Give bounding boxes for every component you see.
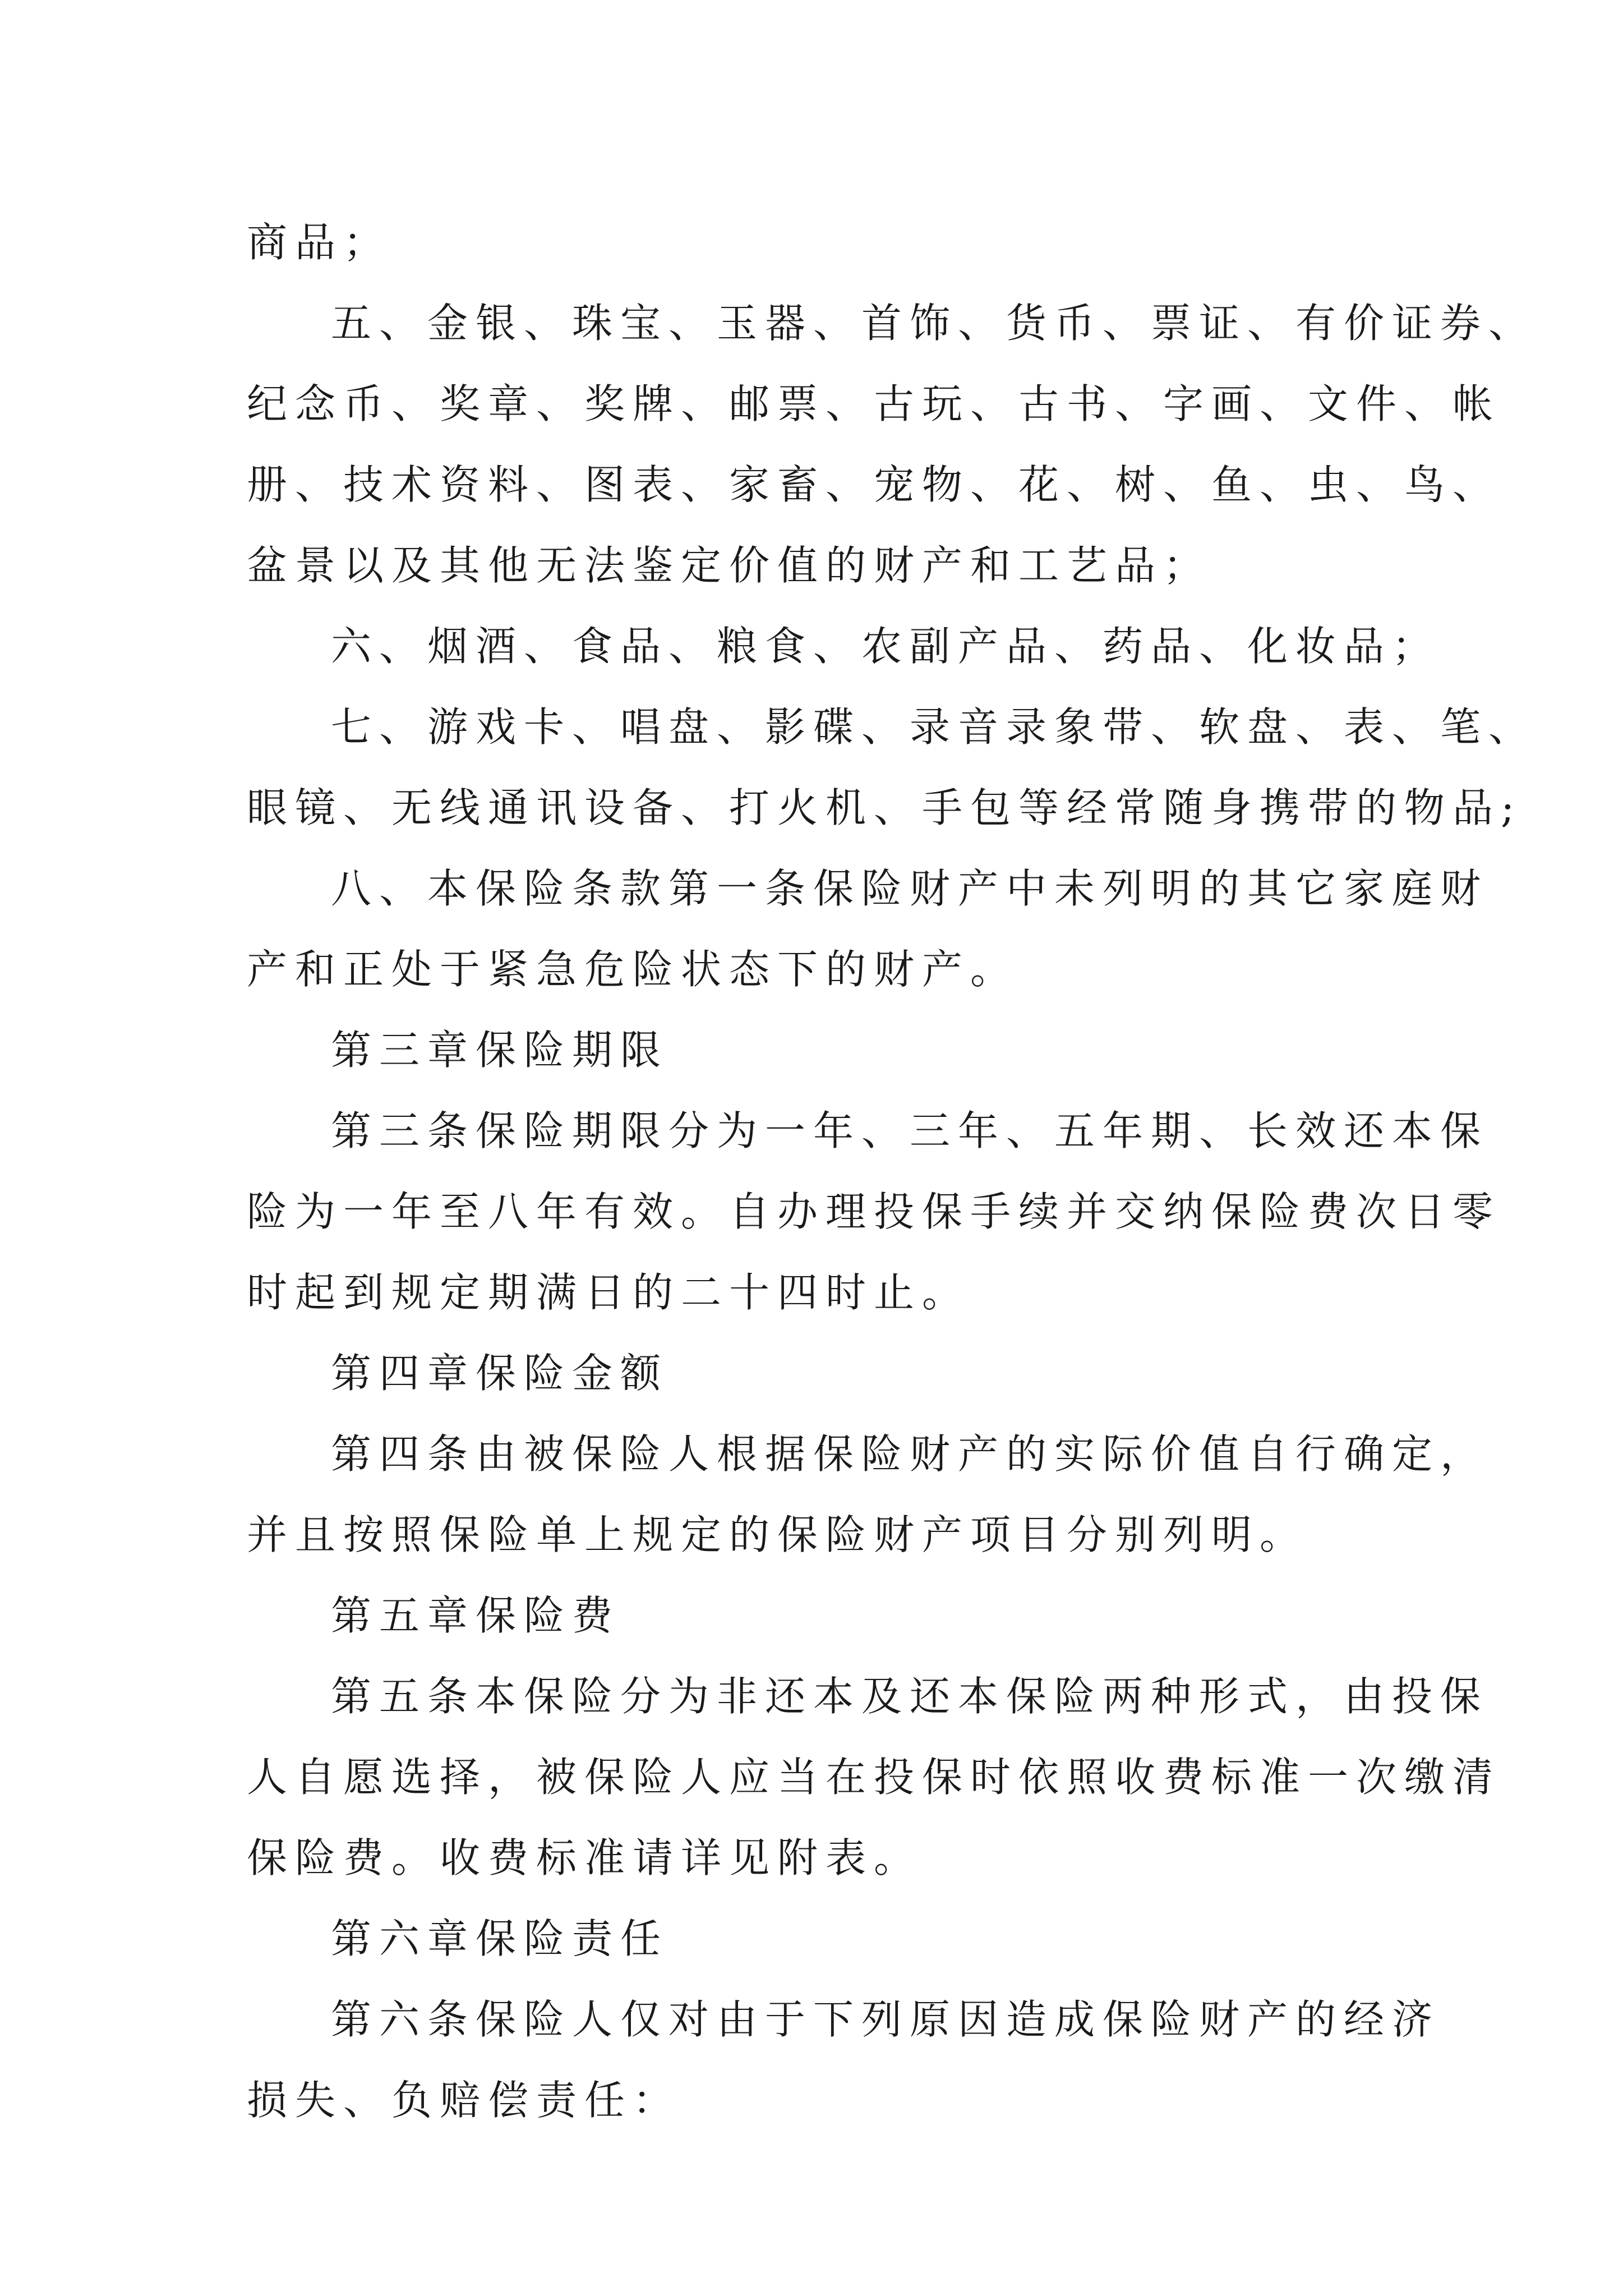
chapter-heading: 第五章保险费 [331, 1592, 621, 1639]
text-line: 七、游戏卡、唱盘、影碟、录音录象带、软盘、表、笔、 [331, 703, 1537, 751]
text-line: 六、烟酒、食品、粮食、农副产品、药品、化妆品； [331, 623, 1441, 670]
text-line: 产和正处于紧急危险状态下的财产。 [247, 946, 1019, 993]
text-line: 眼镜、无线通讯设备、打火机、手包等经常随身携带的物品; [247, 784, 1523, 831]
text-line: 册、技术资料、图表、家畜、宠物、花、树、鱼、虫、鸟、 [247, 461, 1501, 508]
chapter-heading: 第六章保险责任 [331, 1915, 669, 1962]
text-line: 人自愿选择，被保险人应当在投保时依照收费标准一次缴清 [247, 1754, 1501, 1801]
chapter-heading: 第四章保险金额 [331, 1350, 669, 1397]
text-line: 商品； [247, 219, 392, 266]
chapter-heading: 第三章保险期限 [331, 1027, 669, 1074]
text-line: 损失、负赔偿责任： [247, 2077, 681, 2124]
text-line: 第六条保险人仅对由于下列原因造成保险财产的经济 [331, 1996, 1441, 2043]
text-line: 五、金银、珠宝、玉器、首饰、货币、票证、有价证券、 [331, 300, 1537, 347]
text-line: 险为一年至八年有效。自办理投保手续并交纳保险费次日零 [247, 1188, 1501, 1235]
document-body [247, 202, 1537, 2141]
text-line: 八、本保险条款第一条保险财产中未列明的其它家庭财 [331, 865, 1489, 912]
text-line: 第五条本保险分为非还本及还本保险两种形式，由投保 [331, 1673, 1489, 1720]
text-line: 纪念币、奖章、奖牌、邮票、古玩、古书、字画、文件、帐 [247, 380, 1501, 427]
text-line: 第三条保险期限分为一年、三年、五年期、长效还本保 [331, 1107, 1489, 1154]
text-line: 保险费。收费标准请详见附表。 [247, 1834, 923, 1881]
text-line: 时起到规定期满日的二十四时止。 [247, 1269, 971, 1316]
text-line: 盆景以及其他无法鉴定价值的财产和工艺品； [247, 542, 1212, 589]
text-line: 并且按照保险单上规定的保险财产项目分别列明。 [247, 1511, 1308, 1558]
text-line: 第四条由被保险人根据保险财产的实际价值自行确定， [331, 1430, 1489, 1478]
